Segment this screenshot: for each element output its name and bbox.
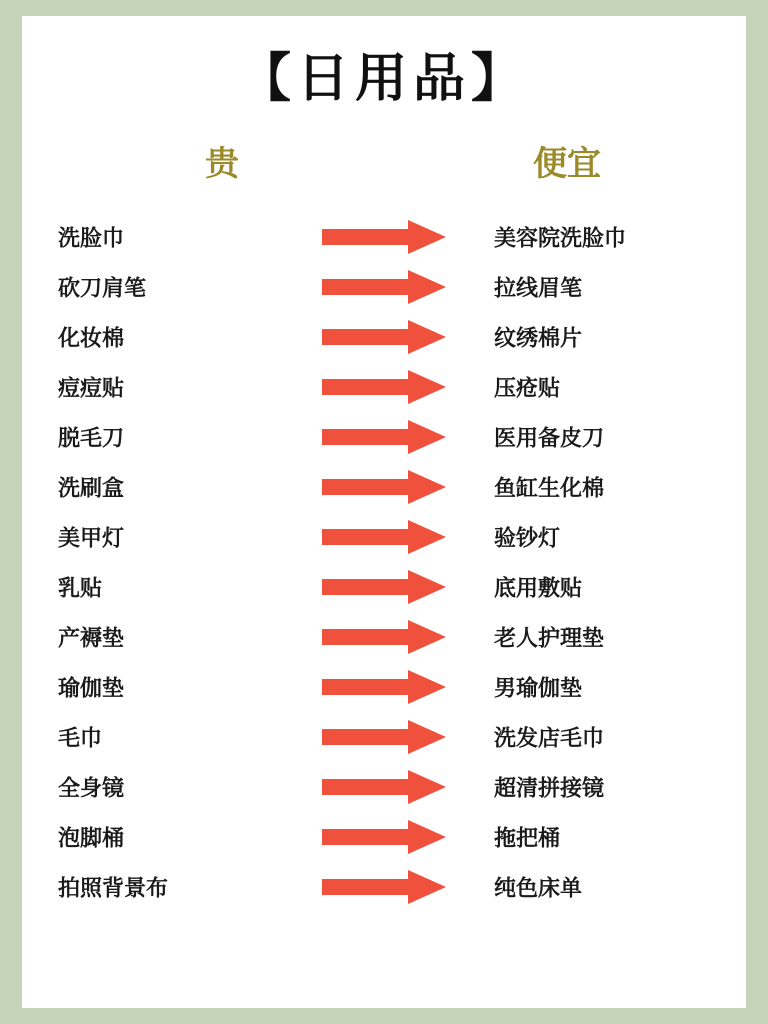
arrow-right-icon <box>322 870 446 904</box>
comparison-list <box>22 212 746 912</box>
arrow-right-icon <box>322 270 446 304</box>
column-header-expensive: 贵 <box>205 144 239 185</box>
cheap-item-label: 超清拼接镜 <box>494 776 605 802</box>
arrow-right-icon <box>322 570 446 604</box>
expensive-item-label: 拍照背景布 <box>58 876 169 902</box>
list-item <box>22 612 746 662</box>
list-item <box>22 362 746 412</box>
expensive-item-label: 瑜伽垫 <box>58 676 125 702</box>
cheap-item-label: 美容院洗脸巾 <box>494 226 627 252</box>
arrow-right-icon <box>322 320 446 354</box>
arrow-right-icon <box>322 420 446 454</box>
list-item <box>22 712 746 762</box>
expensive-item-label: 痘痘贴 <box>58 376 125 402</box>
expensive-item-label: 产褥垫 <box>58 626 125 652</box>
cheap-item-label: 纯色床单 <box>494 876 583 902</box>
expensive-item-label: 化妆棉 <box>58 326 125 352</box>
list-item <box>22 562 746 612</box>
expensive-item-label: 泡脚桶 <box>58 826 125 852</box>
arrow-right-icon <box>322 470 446 504</box>
arrow-right-icon <box>322 620 446 654</box>
cheap-item-label: 压疮贴 <box>494 376 561 402</box>
list-item <box>22 212 746 262</box>
column-header-cheap: 便宜 <box>533 144 601 185</box>
arrow-right-icon <box>322 220 446 254</box>
poster-card <box>22 16 746 1008</box>
cheap-item-label: 男瑜伽垫 <box>494 676 583 702</box>
cheap-item-label: 老人护理垫 <box>494 626 605 652</box>
cheap-item-label: 底用敷贴 <box>494 576 583 602</box>
expensive-item-label: 砍刀肩笔 <box>58 276 147 302</box>
expensive-item-label: 全身镜 <box>58 776 125 802</box>
expensive-item-label: 毛巾 <box>58 726 103 752</box>
cheap-item-label: 验钞灯 <box>494 526 561 552</box>
arrow-right-icon <box>322 520 446 554</box>
arrow-right-icon <box>322 670 446 704</box>
expensive-item-label: 美甲灯 <box>58 526 125 552</box>
cheap-item-label: 鱼缸生化棉 <box>494 476 605 502</box>
list-item <box>22 512 746 562</box>
list-item <box>22 462 746 512</box>
cheap-item-label: 洗发店毛巾 <box>494 726 605 752</box>
page-title: 【日用品】 <box>238 49 529 109</box>
arrow-right-icon <box>322 370 446 404</box>
expensive-item-label: 洗刷盒 <box>58 476 125 502</box>
list-item <box>22 762 746 812</box>
expensive-item-label: 脱毛刀 <box>58 426 125 452</box>
arrow-right-icon <box>322 770 446 804</box>
arrow-right-icon <box>322 820 446 854</box>
cheap-item-label: 纹绣棉片 <box>494 326 583 352</box>
column-headers <box>22 136 746 206</box>
list-item <box>22 812 746 862</box>
list-item <box>22 862 746 912</box>
expensive-item-label: 洗脸巾 <box>58 226 125 252</box>
arrow-right-icon <box>322 720 446 754</box>
list-item <box>22 412 746 462</box>
cheap-item-label: 拖把桶 <box>494 826 561 852</box>
cheap-item-label: 拉线眉笔 <box>494 276 583 302</box>
cheap-item-label: 医用备皮刀 <box>494 426 605 452</box>
list-item <box>22 262 746 312</box>
expensive-item-label: 乳贴 <box>58 576 103 602</box>
list-item <box>22 312 746 362</box>
list-item <box>22 662 746 712</box>
